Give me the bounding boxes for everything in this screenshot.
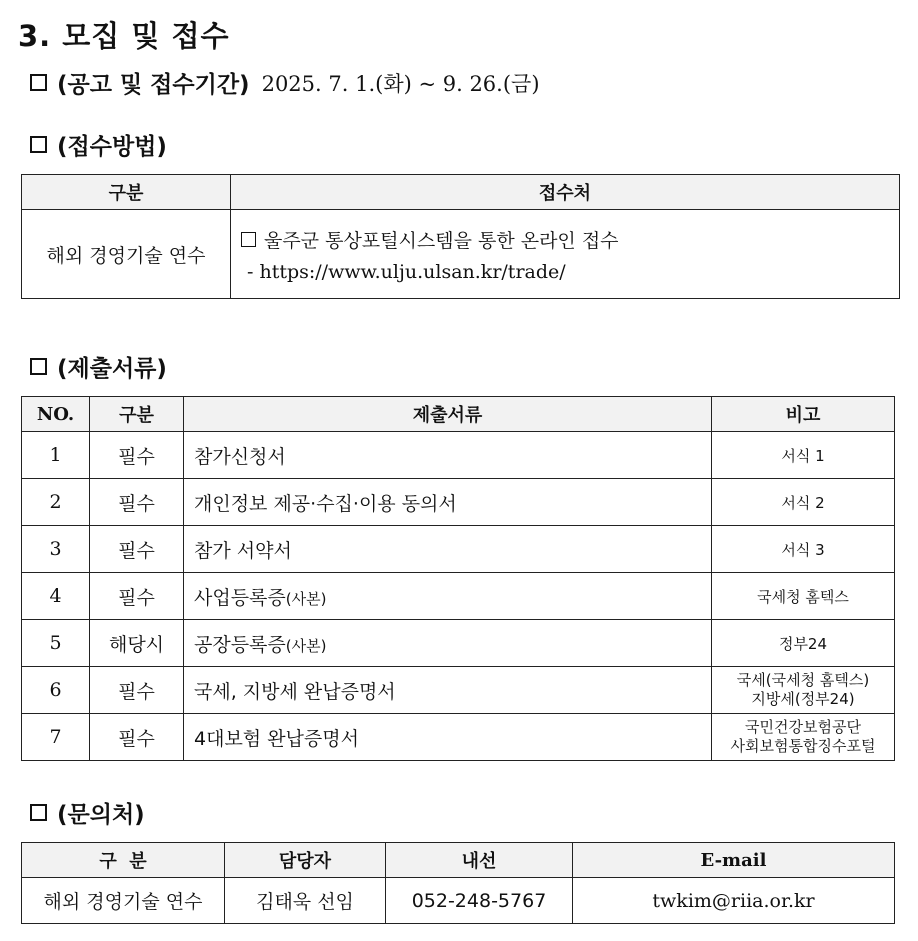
table-row bbox=[22, 714, 895, 761]
method-table bbox=[21, 174, 900, 299]
documents-heading-text: (제출서류) bbox=[57, 356, 167, 382]
method-category: 해외 경영기술 연수 bbox=[22, 210, 231, 299]
period-value: 2025. 7. 1.(화) ~ 9. 26.(금) bbox=[261, 71, 540, 96]
checkbox-square-icon bbox=[241, 232, 256, 247]
row-doc: 참가 서약서 bbox=[184, 526, 712, 573]
header-place: 접수처 bbox=[231, 175, 900, 210]
row-doc-text: 공장등록증 bbox=[194, 633, 286, 656]
row-note-line1: 국세(국세청 홈텍스) bbox=[736, 671, 870, 689]
header-doc: 제출서류 bbox=[184, 397, 712, 432]
row-note bbox=[712, 667, 895, 714]
contact-heading bbox=[30, 796, 145, 829]
contact-email[interactable]: twkim@riia.or.kr bbox=[573, 878, 895, 924]
row-type: 필수 bbox=[90, 526, 184, 573]
method-heading-text: (접수방법) bbox=[57, 134, 167, 160]
row-type: 필수 bbox=[90, 667, 184, 714]
header-ext: 내선 bbox=[386, 843, 573, 878]
row-doc bbox=[184, 620, 712, 667]
method-heading bbox=[30, 128, 167, 161]
row-type: 해당시 bbox=[90, 620, 184, 667]
row-doc bbox=[184, 573, 712, 620]
header-category: 구 분 bbox=[22, 843, 225, 878]
method-url: - https://www.ulju.ulsan.kr/trade/ bbox=[247, 260, 566, 283]
method-line1: 울주군 통상포털시스템을 통한 온라인 접수 bbox=[264, 229, 619, 252]
table-row bbox=[22, 573, 895, 620]
row-doc: 4대보험 완납증명서 bbox=[184, 714, 712, 761]
contact-ext: 052-248-5767 bbox=[386, 878, 573, 924]
row-no: 5 bbox=[22, 620, 90, 667]
period-line bbox=[30, 66, 540, 99]
checkbox-square-icon bbox=[30, 804, 47, 821]
table-row bbox=[22, 526, 895, 573]
row-note-line2: 지방세(정부24) bbox=[751, 690, 855, 708]
row-no: 1 bbox=[22, 432, 90, 479]
checkbox-square-icon bbox=[30, 358, 47, 375]
contact-table bbox=[21, 842, 895, 924]
row-no: 2 bbox=[22, 479, 90, 526]
table-row bbox=[22, 620, 895, 667]
header-no: NO. bbox=[22, 397, 90, 432]
checkbox-square-icon bbox=[30, 136, 47, 153]
header-type: 구분 bbox=[90, 397, 184, 432]
row-no: 6 bbox=[22, 667, 90, 714]
row-note: 서식 2 bbox=[712, 479, 895, 526]
row-type: 필수 bbox=[90, 573, 184, 620]
row-no: 7 bbox=[22, 714, 90, 761]
row-doc-sub: (사본) bbox=[285, 589, 327, 608]
row-note: 서식 1 bbox=[712, 432, 895, 479]
row-no: 4 bbox=[22, 573, 90, 620]
row-note-line2: 사회보험통합징수포털 bbox=[730, 737, 876, 755]
header-email: E-mail bbox=[573, 843, 895, 878]
row-no: 3 bbox=[22, 526, 90, 573]
row-doc: 참가신청서 bbox=[184, 432, 712, 479]
row-doc-sub: (사본) bbox=[285, 636, 327, 655]
documents-table bbox=[21, 396, 895, 761]
row-doc: 국세, 지방세 완납증명서 bbox=[184, 667, 712, 714]
table-row bbox=[22, 878, 895, 924]
contact-heading-text: (문의처) bbox=[57, 802, 145, 828]
row-type: 필수 bbox=[90, 432, 184, 479]
row-doc: 개인정보 제공·수집·이용 동의서 bbox=[184, 479, 712, 526]
contact-person: 김태욱 선임 bbox=[225, 878, 386, 924]
page-title: 3. 모집 및 접수 bbox=[18, 19, 230, 53]
documents-heading bbox=[30, 350, 167, 383]
table-row bbox=[22, 667, 895, 714]
row-type: 필수 bbox=[90, 479, 184, 526]
period-label: (공고 및 접수기간) bbox=[57, 72, 250, 98]
row-note: 국세청 홈텍스 bbox=[712, 573, 895, 620]
header-person: 담당자 bbox=[225, 843, 386, 878]
row-note-line1: 국민건강보험공단 bbox=[745, 718, 861, 736]
row-note: 정부24 bbox=[712, 620, 895, 667]
contact-category: 해외 경영기술 연수 bbox=[22, 878, 225, 924]
checkbox-square-icon bbox=[30, 74, 47, 91]
row-note bbox=[712, 714, 895, 761]
method-detail bbox=[231, 210, 900, 299]
table-row bbox=[22, 432, 895, 479]
row-doc-text: 사업등록증 bbox=[194, 586, 286, 609]
row-type: 필수 bbox=[90, 714, 184, 761]
header-note: 비고 bbox=[712, 397, 895, 432]
header-category: 구분 bbox=[22, 175, 231, 210]
row-note: 서식 3 bbox=[712, 526, 895, 573]
table-row bbox=[22, 479, 895, 526]
